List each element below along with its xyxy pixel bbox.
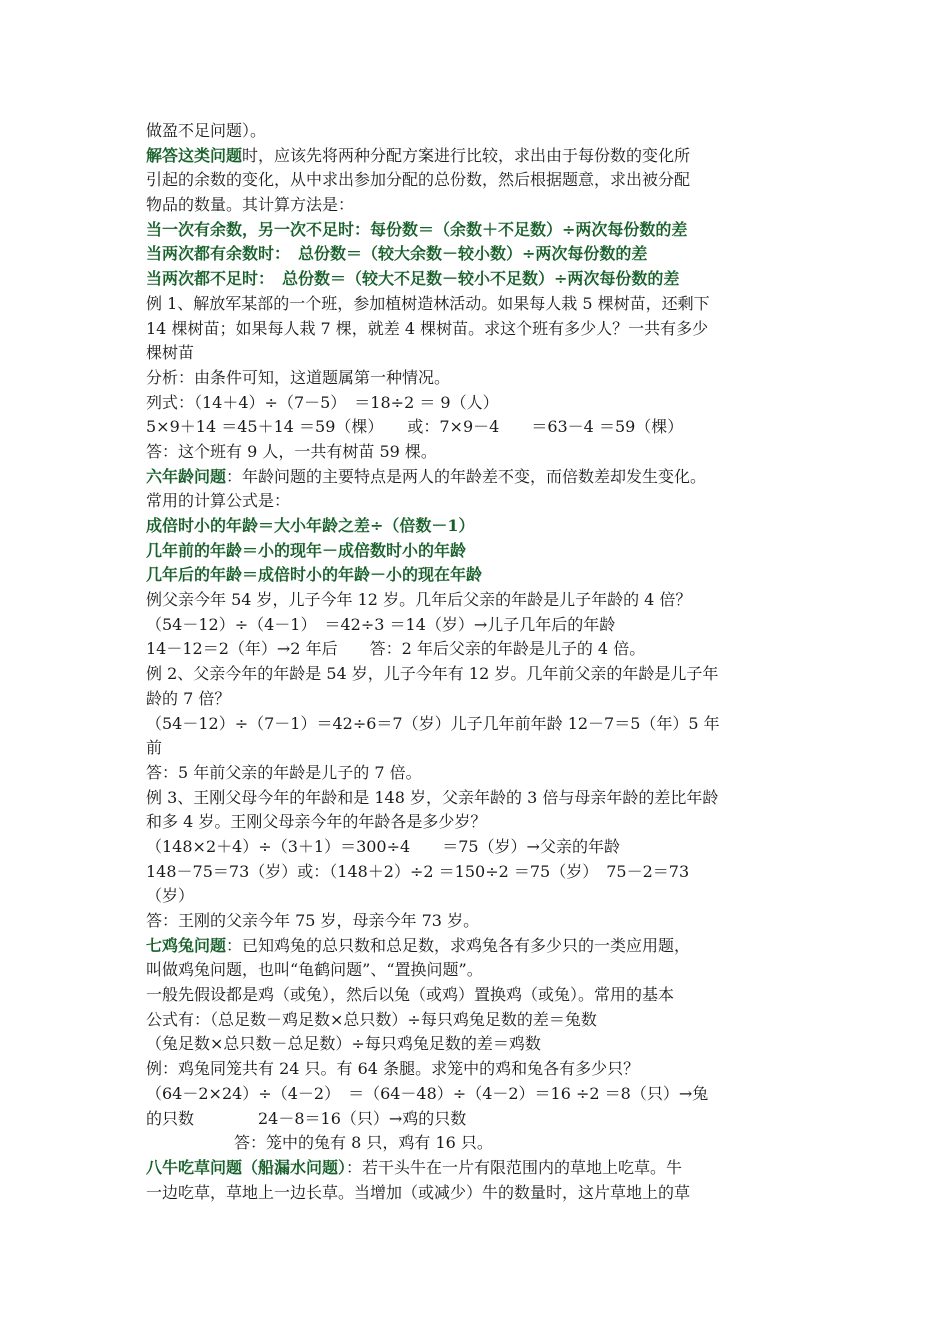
text-line: [146, 983, 808, 1008]
text-line: [146, 1032, 808, 1057]
body-text: （岁）: [146, 886, 195, 906]
document-body: [146, 119, 808, 1205]
body-text: （148×2＋4）÷（3＋1）＝300÷4 ＝75（岁）→父亲的年龄: [146, 836, 620, 856]
text-line: [146, 242, 808, 267]
body-text: 的只数 24－8＝16（只）→鸡的只数: [146, 1108, 467, 1128]
body-text: 和多 4 岁。王刚父母亲今年的年龄各是多少岁？: [146, 812, 487, 832]
body-text: 叫做鸡兔问题，也叫“龟鹤问题”、“置换问题”。: [146, 960, 483, 980]
text-line: [146, 810, 808, 835]
text-line: [146, 637, 808, 662]
text-line: [146, 119, 808, 144]
body-text: 一边吃草，草地上一边长草。当增加（或减少）牛的数量时，这片草地上的草: [146, 1182, 691, 1202]
text-line: [146, 440, 808, 465]
body-text: 148－75＝73（岁）或：（148＋2）÷2 ＝150÷2 ＝75（岁） 75－2＝73: [146, 861, 690, 881]
text-line: [146, 860, 808, 885]
text-line: [146, 144, 808, 169]
formula-line: 几年前的年龄＝小的现年－成倍数时小的年龄: [146, 540, 467, 560]
text-line: [146, 835, 808, 860]
highlight-heading: 八牛吃草问题（船漏水问题）: [146, 1157, 347, 1177]
body-text: （兔足数×总只数－总足数）÷每只鸡兔足数的差＝鸡数: [146, 1034, 541, 1054]
text-line: [146, 489, 808, 514]
text-line: [146, 168, 808, 193]
text-line: [146, 514, 808, 539]
highlight-heading: 六年龄问题: [146, 466, 227, 486]
body-text: 前: [146, 738, 163, 758]
text-line: [146, 786, 808, 811]
text-line: [146, 1008, 808, 1033]
text-line: [146, 563, 808, 588]
highlight-heading: 当一次有余数，另一次不足时：每份数＝（余数＋不足数）÷两次每份数的差: [146, 219, 688, 239]
text-line: [146, 1156, 808, 1181]
text-line: [146, 588, 808, 613]
body-text: 答：5 年前父亲的年龄是儿子的 7 倍。: [146, 762, 422, 782]
text-line: [146, 761, 808, 786]
body-text: 龄的 7 倍？: [146, 688, 231, 708]
body-text: ：年龄问题的主要特点是两人的年龄差不变，而倍数差却发生变化。: [226, 466, 707, 486]
text-line: [146, 958, 808, 983]
body-text: 分析：由条件可知，这道题属第一种情况。: [146, 367, 451, 387]
body-text: 5×9＋14 ＝45＋14 ＝59（棵） 或：7×9－4 ＝63－4 ＝59（棵）: [146, 417, 684, 437]
text-line: [146, 415, 808, 440]
body-text: 物品的数量。其计算方法是：: [146, 195, 355, 215]
body-text: 14 棵树苗；如果每人栽 7 棵，就差 4 棵树苗。求这个班有多少人？一共有多少: [146, 318, 709, 338]
text-line: [146, 736, 808, 761]
body-text: 答：笼中的兔有 8 只，鸡有 16 只。: [234, 1133, 493, 1153]
text-line: [146, 1107, 808, 1132]
body-text: 公式有：（总足数－鸡足数×总只数）÷每只鸡兔足数的差＝兔数: [146, 1009, 597, 1029]
formula-line: 成倍时小的年龄＝大小年龄之差÷（倍数－1）: [146, 516, 475, 535]
body-text: 例父亲今年 54 岁，儿子今年 12 岁。几年后父亲的年龄是儿子年龄的 4 倍？: [146, 590, 692, 610]
body-text: 列式：（14＋4）÷（7－5） ＝18÷2 ＝ 9（人）: [146, 392, 499, 412]
body-text: ：已知鸡兔的总只数和总足数，求鸡兔各有多少只的一类应用题，: [226, 935, 691, 955]
text-line: [146, 218, 808, 243]
text-line: [146, 1082, 808, 1107]
body-text: （54－12）÷（7－1）＝42÷6＝7（岁）儿子几年前年龄 12－7＝5（年）5 年: [146, 713, 720, 733]
body-text: 时，应该先将两种分配方案进行比较，求出由于每份数的变化所: [242, 145, 691, 165]
text-line: [146, 687, 808, 712]
body-text: 常用的计算公式是：: [146, 491, 291, 511]
formula-line: 几年后的年龄＝成倍时小的年龄－小的现在年龄: [146, 565, 483, 585]
text-line: [146, 539, 808, 564]
text-line: [146, 1181, 808, 1206]
text-line: [146, 934, 808, 959]
body-text: 做盈不足问题）。: [146, 121, 267, 140]
body-text: 例：鸡兔同笼共有 24 只。有 64 条腿。求笼中的鸡和兔各有多少只？: [146, 1059, 640, 1079]
text-line: [146, 391, 808, 416]
text-line: [146, 662, 808, 687]
body-text: 棵树苗: [146, 343, 195, 363]
text-line: [146, 193, 808, 218]
body-text: 答：王刚的父亲今年 75 岁，母亲今年 73 岁。: [146, 911, 480, 930]
text-line: [146, 909, 808, 934]
body-text: 答：这个班有 9 人，一共有树苗 59 棵。: [146, 441, 437, 461]
text-line: [146, 366, 808, 391]
text-line: [146, 712, 808, 737]
body-text: 例 2、父亲今年的年龄是 54 岁，儿子今年有 12 岁。几年前父亲的年龄是儿子年: [146, 664, 719, 684]
body-text: 14－12＝2（年）→2 年后 答：2 年后父亲的年龄是儿子的 4 倍。: [146, 639, 646, 659]
body-text: 一般先假设都是鸡（或兔），然后以兔（或鸡）置换鸡（或兔）。常用的基本: [146, 985, 675, 1005]
text-line: [146, 317, 808, 342]
text-line: [146, 465, 808, 490]
text-line: [146, 341, 808, 366]
text-line: [146, 292, 808, 317]
body-text: 例 1、解放军某部的一个班，参加植树造林活动。如果每人栽 5 棵树苗，还剩下: [146, 293, 710, 313]
body-text: （54－12）÷（4－1） ＝42÷3 ＝14（岁）→儿子几年后的年龄: [146, 614, 616, 634]
body-text: 引起的余数的变化，从中求出参加分配的总份数，然后根据题意，求出被分配: [146, 170, 691, 190]
text-line: [146, 1057, 808, 1082]
text-line: [146, 267, 808, 292]
text-line: [146, 1131, 808, 1156]
text-line: [146, 613, 808, 638]
body-text: （64－2×24）÷（4－2） ＝（64－48）÷（4－2）＝16 ÷2 ＝8（只）→兔: [146, 1083, 709, 1103]
body-text: 例 3、王刚父母今年的年龄和是 148 岁，父亲年龄的 3 倍与母亲年龄的差比年龄: [146, 787, 719, 807]
body-text: ：若干头牛在一片有限范围内的草地上吃草。牛: [346, 1157, 683, 1177]
highlight-heading: 七鸡兔问题: [146, 935, 227, 955]
highlight-heading: 当两次都不足时： 总份数＝（较大不足数－较小不足数）÷两次每份数的差: [146, 269, 680, 289]
text-line: [146, 884, 808, 909]
highlight-heading: 解答这类问题: [146, 145, 243, 165]
highlight-heading: 当两次都有余数时： 总份数＝（较大余数－较小数）÷两次每份数的差: [146, 244, 648, 264]
